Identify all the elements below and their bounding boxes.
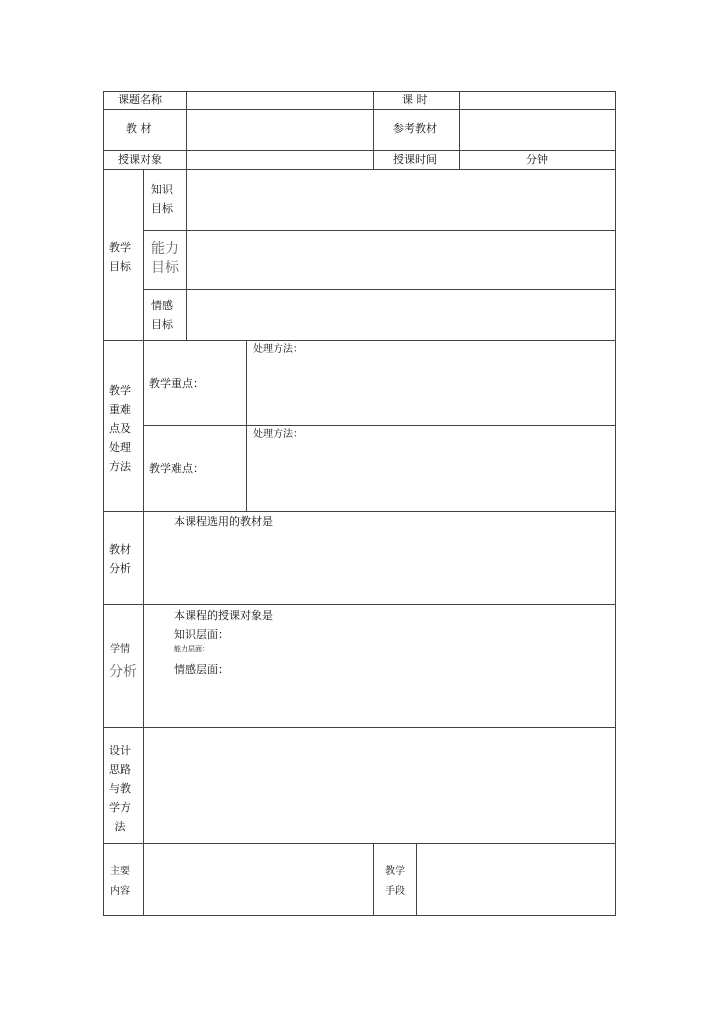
rule xyxy=(103,511,616,512)
teaching-means-label: 教学手段 xyxy=(385,866,405,897)
rule xyxy=(103,150,616,151)
learner-analysis-label-1: 学情 xyxy=(110,644,130,655)
textbook-analysis-text: 本课程选用的教材是 xyxy=(174,515,273,528)
learner-emotion-label: 情感层面： xyxy=(174,663,229,676)
learner-knowledge-label: 知识层面： xyxy=(174,628,229,641)
rule xyxy=(103,915,616,916)
textbook-label: 教 材 xyxy=(126,122,152,135)
reference-textbook-label: 参考教材 xyxy=(393,122,437,135)
rule xyxy=(186,169,187,341)
rule xyxy=(246,340,247,512)
rule xyxy=(103,91,104,916)
ability-objective-label: 能力目标 xyxy=(151,241,179,276)
rule xyxy=(103,169,616,170)
rule xyxy=(373,91,374,170)
hours-label: 课 时 xyxy=(402,93,428,106)
rule xyxy=(615,91,616,916)
learner-ability-label: 能力层面： xyxy=(174,645,209,653)
rule xyxy=(103,604,616,605)
rule xyxy=(103,340,616,341)
knowledge-objective-label: 知识目标 xyxy=(151,183,173,215)
topic-label: 课题名称 xyxy=(118,93,162,106)
time-label: 授课时间 xyxy=(393,153,437,166)
difficult-point-label: 教学难点： xyxy=(149,462,204,475)
rule xyxy=(103,727,616,728)
rule xyxy=(416,843,417,916)
rule xyxy=(143,230,616,231)
textbook-analysis-label: 教材分析 xyxy=(109,543,131,575)
method-label-1: 处理方法： xyxy=(253,344,303,355)
rule xyxy=(143,169,144,916)
learner-analysis-label-2: 分析 xyxy=(109,664,137,680)
rule xyxy=(103,109,616,110)
method-label-2: 处理方法： xyxy=(253,429,303,440)
audience-label: 授课对象 xyxy=(118,153,162,166)
main-content-label: 主要内容 xyxy=(110,866,130,897)
learner-analysis-intro: 本课程的授课对象是 xyxy=(174,609,273,622)
design-method-label: 设计思路与教学方法 xyxy=(109,744,131,833)
rule xyxy=(459,91,460,170)
rule xyxy=(186,91,187,170)
important-point-label: 教学重点： xyxy=(149,377,204,390)
rule xyxy=(103,91,616,92)
rule xyxy=(143,289,616,290)
rule xyxy=(373,843,374,916)
rule xyxy=(103,843,616,844)
emotion-objective-label: 情感目标 xyxy=(151,299,173,331)
objectives-label: 教学目标 xyxy=(109,241,131,273)
key-points-label: 教学重难点及处理方法 xyxy=(109,384,131,473)
minutes-label: 分钟 xyxy=(526,153,548,166)
rule xyxy=(143,425,616,426)
